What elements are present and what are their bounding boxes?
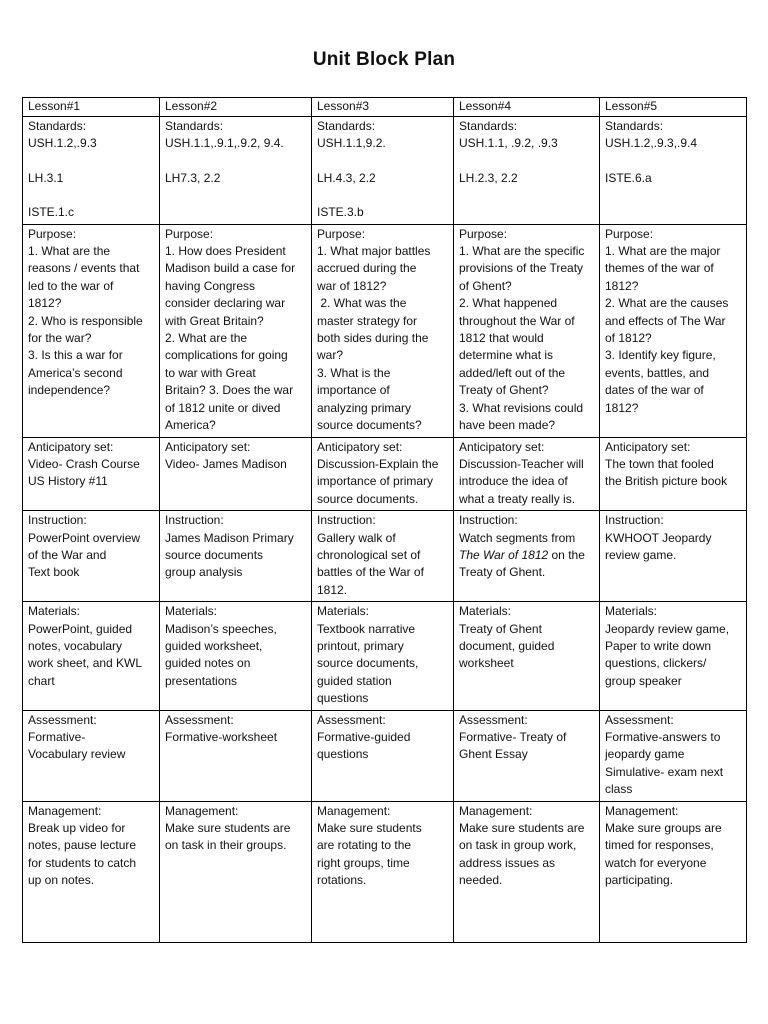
cell-line: 1812.: [317, 582, 348, 597]
management-cell: [312, 801, 454, 942]
cell-line: address issues as: [459, 855, 556, 870]
cell-line: provisions of the Treaty: [459, 261, 584, 276]
management-cell: [600, 801, 747, 942]
standards-cell: [160, 117, 312, 225]
assessment-cell: [454, 710, 600, 801]
cell-line: 3. Is this a war for: [28, 348, 123, 363]
purpose-cell: [23, 224, 160, 437]
section-label: Assessment:: [165, 712, 234, 727]
section-label: Materials:: [605, 604, 658, 619]
cell-line: Ghent Essay: [459, 747, 528, 762]
cell-line: USH.1.1,.9.1,.9.2, 9.4.: [165, 136, 284, 151]
section-label: Purpose:: [317, 226, 366, 241]
cell-line: 1812?: [28, 296, 62, 311]
cell-line: Discussion-Teacher will: [459, 456, 584, 471]
cell-line: Formative-worksheet: [165, 730, 278, 744]
cell-line: accrued during the: [317, 261, 417, 276]
anticipatory-row: [23, 437, 747, 511]
lesson-header-row: [23, 98, 747, 117]
section-label: Management:: [605, 803, 679, 818]
management-cell: [160, 801, 312, 942]
cell-line: Simulative- exam next: [605, 764, 724, 779]
section-label: Anticipatory set:: [459, 439, 545, 454]
video-title: The War of 1812: [459, 547, 549, 562]
management-cell: [454, 801, 600, 942]
cell-line: work sheet, and KWL: [28, 656, 143, 671]
cell-line: 2. What are the: [165, 331, 248, 346]
cell-line: 1. What are the: [28, 244, 111, 259]
cell-line: importance of primary: [317, 474, 434, 489]
section-label: Purpose:: [605, 226, 654, 241]
instruction-cell: [600, 511, 747, 602]
cell-line: notes, vocabulary: [28, 638, 123, 653]
cell-line: ISTE.1.c: [28, 205, 75, 220]
anticipatory-cell: [160, 437, 312, 511]
cell-line: PowerPoint overview: [28, 530, 141, 545]
cell-line: questions: [317, 691, 369, 706]
materials-cell: [312, 602, 454, 710]
cell-line: consider declaring war: [165, 296, 286, 311]
section-label: Materials:: [459, 604, 512, 619]
cell-line: LH.4.3, 2.2: [317, 170, 376, 185]
cell-line: USH.1.2,.9.3: [28, 136, 97, 151]
cell-line: chart: [28, 673, 55, 688]
assessment-cell: [23, 710, 160, 801]
section-label: Instruction:: [28, 513, 87, 528]
cell-line: 1812?: [605, 400, 639, 415]
cell-line: PowerPoint, guided: [28, 621, 133, 636]
lesson-header: Lesson#3: [312, 98, 454, 117]
cell-line: led to the war of: [28, 278, 114, 293]
section-label: Assessment:: [317, 712, 386, 727]
cell-line: introduce the idea of: [459, 474, 568, 489]
cell-line: on task in their groups.: [165, 838, 287, 853]
cell-line: source documents?: [317, 418, 422, 433]
cell-line: document, guided: [459, 638, 555, 653]
lesson-header: Lesson#1: [23, 98, 160, 117]
cell-line: Gallery walk of: [317, 530, 396, 545]
anticipatory-cell: [312, 437, 454, 511]
cell-line: Make sure students are: [459, 821, 585, 836]
cell-line: Vocabulary review: [28, 747, 126, 762]
cell-line: Formative-guided: [317, 730, 411, 744]
cell-line: added/left out of the: [459, 365, 566, 380]
assessment-row: [23, 710, 747, 801]
purpose-cell: [160, 224, 312, 437]
blank-line: [28, 153, 154, 170]
cell-line: up on notes.: [28, 873, 95, 888]
section-label: Materials:: [28, 604, 81, 619]
plan-body: [23, 117, 747, 943]
cell-line: guided worksheet,: [165, 638, 263, 653]
assessment-cell: [600, 710, 747, 801]
blank-line: [165, 153, 306, 170]
cell-line: 1. What major battles: [317, 244, 431, 259]
section-label: Materials:: [317, 604, 370, 619]
cell-line: guided station: [317, 673, 392, 688]
cell-line: needed.: [459, 873, 503, 888]
cell-line: battles of the War of: [317, 565, 424, 580]
cell-line: US History #11: [28, 474, 108, 489]
cell-line: guided notes on: [165, 656, 251, 671]
materials-cell: [23, 602, 160, 710]
instruction-row: [23, 511, 747, 602]
cell-line: source documents: [165, 547, 264, 562]
section-label: Instruction:: [605, 513, 664, 528]
cell-line: both sides during the: [317, 331, 429, 346]
cell-line: 1812 that would: [459, 331, 544, 346]
cell-line: to war with Great: [165, 365, 256, 380]
materials-cell: [454, 602, 600, 710]
standards-cell: [23, 117, 160, 225]
purpose-cell: [454, 224, 600, 437]
section-label: Assessment:: [28, 712, 97, 727]
section-label: Standards:: [28, 119, 87, 133]
cell-line: war of 1812?: [317, 278, 387, 293]
cell-line: war?: [317, 348, 344, 363]
cell-line: throughout the War of: [459, 313, 575, 328]
cell-line: class: [605, 782, 633, 797]
section-label: Management:: [165, 803, 239, 818]
blank-line: [317, 187, 448, 204]
section-label: Management:: [459, 803, 533, 818]
section-label: Standards:: [165, 119, 224, 133]
cell-line: have been made?: [459, 418, 556, 433]
standards-cell: [454, 117, 600, 225]
anticipatory-cell: [600, 437, 747, 511]
cell-line: source documents,: [317, 656, 419, 671]
cell-line: Jeopardy review game,: [605, 621, 730, 636]
assessment-cell: [160, 710, 312, 801]
purpose-cell: [312, 224, 454, 437]
cell-line: themes of the war of: [605, 261, 714, 276]
standards-cell: [312, 117, 454, 225]
cell-line: what a treaty really is.: [459, 491, 576, 506]
blank-line: [459, 153, 594, 170]
assessment-cell: [312, 710, 454, 801]
cell-line: KWHOOT Jeopardy: [605, 530, 712, 545]
cell-line: group speaker: [605, 673, 682, 688]
cell-line: independence?: [28, 383, 111, 398]
cell-line: Make sure groups are: [605, 821, 722, 836]
cell-line: group analysis: [165, 565, 243, 580]
cell-line: 2. What happened: [459, 296, 558, 311]
cell-line: The War of 1812 on the: [459, 547, 585, 562]
cell-line: questions: [317, 747, 369, 762]
cell-line: Textbook narrative: [317, 621, 416, 636]
cell-line: analyzing primary: [317, 400, 412, 415]
cell-line: participating.: [605, 873, 674, 888]
cell-line: LH.2.3, 2.2: [459, 170, 518, 185]
cell-line: Treaty of Ghent.: [459, 565, 546, 580]
materials-cell: [600, 602, 747, 710]
cell-line: Formative-: [28, 730, 86, 744]
standards-cell: [600, 117, 747, 225]
cell-line: the British picture book: [605, 474, 728, 489]
cell-line: having Congress: [165, 278, 256, 293]
blank-line: [317, 153, 448, 170]
section-label: Purpose:: [165, 226, 214, 241]
cell-line: Break up video for: [28, 821, 126, 836]
cell-line: ISTE.6.a: [605, 170, 652, 185]
cell-line: 3. What revisions could: [459, 400, 584, 415]
section-label: Instruction:: [165, 513, 224, 528]
cell-line: Treaty of Ghent?: [459, 383, 549, 398]
unit-block-plan-table: [22, 97, 747, 943]
cell-line: worksheet: [459, 656, 514, 671]
lesson-header: Lesson#4: [454, 98, 600, 117]
section-label: Anticipatory set:: [605, 439, 691, 454]
cell-line: USH.1.2,.9.3,.9.4: [605, 136, 698, 151]
cell-line: are rotating to the: [317, 838, 412, 853]
instruction-cell: [312, 511, 454, 602]
blank-line: [605, 153, 741, 170]
cell-line: of Ghent?: [459, 278, 512, 293]
cell-line: Madison build a case for: [165, 261, 296, 276]
cell-line: rotations.: [317, 873, 367, 888]
cell-line: of the War and: [28, 547, 107, 562]
cell-line: Video- James Madison: [165, 456, 287, 471]
cell-line: chronological set of: [317, 547, 421, 562]
anticipatory-cell: [454, 437, 600, 511]
section-label: Assessment:: [459, 712, 528, 727]
cell-line: of 1812 unite or dived: [165, 400, 281, 415]
section-label: Instruction:: [317, 513, 376, 528]
cell-line: reasons / events that: [28, 261, 140, 276]
cell-line: Discussion-Explain the: [317, 456, 439, 471]
cell-line: Britain? 3. Does the war: [165, 383, 294, 398]
cell-line: Formative- Treaty of: [459, 730, 567, 744]
lesson-header: Lesson#5: [600, 98, 747, 117]
cell-line: with Great Britain?: [165, 313, 264, 328]
cell-line: Formative-answers to: [605, 730, 721, 744]
section-label: Management:: [317, 803, 391, 818]
cell-line: 1. What are the major: [605, 244, 721, 259]
cell-line: Paper to write down: [605, 638, 712, 653]
cell-line: questions, clickers/: [605, 656, 707, 671]
cell-line: right groups, time: [317, 855, 410, 870]
section-label: Management:: [28, 803, 102, 818]
cell-line: importance of: [317, 383, 390, 398]
cell-line: LH7.3, 2.2: [165, 170, 221, 185]
cell-line: ISTE.3.b: [317, 205, 364, 220]
cell-line: dates of the war of: [605, 383, 704, 398]
materials-row: [23, 602, 747, 710]
lesson-header: Lesson#2: [160, 98, 312, 117]
cell-line: 1. How does President: [165, 244, 286, 259]
cell-line: Make sure students: [317, 821, 422, 836]
standards-row: [23, 117, 747, 225]
section-label: Anticipatory set:: [317, 439, 403, 454]
cell-line: LH.3.1: [28, 170, 64, 185]
cell-line: USH.1.1, .9.2, .9.3: [459, 136, 558, 151]
cell-line: 2. What are the causes: [605, 296, 729, 311]
purpose-row: [23, 224, 747, 437]
cell-line: printout, primary: [317, 638, 404, 653]
cell-line: America?: [165, 418, 216, 433]
cell-line: watch for everyone: [605, 855, 707, 870]
cell-line: source documents.: [317, 491, 419, 506]
section-label: Purpose:: [28, 226, 77, 241]
page-title: Unit Block Plan: [312, 49, 456, 70]
cell-line: 1. What are the specific: [459, 244, 585, 259]
section-label: Anticipatory set:: [165, 439, 251, 454]
materials-cell: [160, 602, 312, 710]
cell-line: 1812?: [605, 278, 639, 293]
cell-line: Video- Crash Course: [28, 456, 140, 471]
management-row: [23, 801, 747, 942]
cell-line: 2. What was the: [317, 296, 407, 311]
cell-line: 3. Identify key figure,: [605, 348, 716, 363]
blank-line: [28, 187, 154, 204]
cell-line: USH.1.1,9.2.: [317, 136, 386, 151]
section-label: Standards:: [317, 119, 376, 133]
cell-line: on task in group work,: [459, 838, 577, 853]
section-label: Materials:: [165, 604, 218, 619]
cell-line: Madison’s speeches,: [165, 621, 277, 636]
cell-line: Treaty of Ghent: [459, 621, 542, 636]
cell-line: Text book: [28, 565, 80, 580]
cell-line: of 1812?: [605, 331, 652, 346]
cell-line: America’s second: [28, 365, 123, 380]
section-label: Standards:: [459, 119, 518, 133]
cell-line: events, battles, and: [605, 365, 710, 380]
section-label: Instruction:: [459, 513, 518, 528]
cell-line: timed for responses,: [605, 838, 714, 853]
section-label: Anticipatory set:: [28, 439, 114, 454]
anticipatory-cell: [23, 437, 160, 511]
management-cell: [23, 801, 160, 942]
cell-line: 2. Who is responsible: [28, 313, 143, 328]
cell-line: complications for going: [165, 348, 288, 363]
cell-line: for students to catch: [28, 855, 137, 870]
cell-line: and effects of The War: [605, 313, 726, 328]
cell-line: presentations: [165, 673, 238, 688]
cell-line: Watch segments from: [459, 530, 576, 545]
instruction-cell: [23, 511, 160, 602]
cell-line: The town that fooled: [605, 456, 714, 471]
section-label: Assessment:: [605, 712, 674, 727]
section-label: Purpose:: [459, 226, 508, 241]
instruction-cell: [160, 511, 312, 602]
cell-line: Make sure students are: [165, 821, 291, 836]
cell-line: review game.: [605, 547, 677, 562]
cell-line: jeopardy game: [605, 747, 685, 762]
section-label: Standards:: [605, 119, 664, 133]
cell-line: determine what is: [459, 348, 554, 363]
cell-line: for the war?: [28, 331, 92, 346]
cell-line: master strategy for: [317, 313, 418, 328]
cell-line: 3. What is the: [317, 365, 391, 380]
cell-line: James Madison Primary: [165, 530, 294, 545]
instruction-cell: [454, 511, 600, 602]
cell-line: notes, pause lecture: [28, 838, 137, 853]
purpose-cell: [600, 224, 747, 437]
